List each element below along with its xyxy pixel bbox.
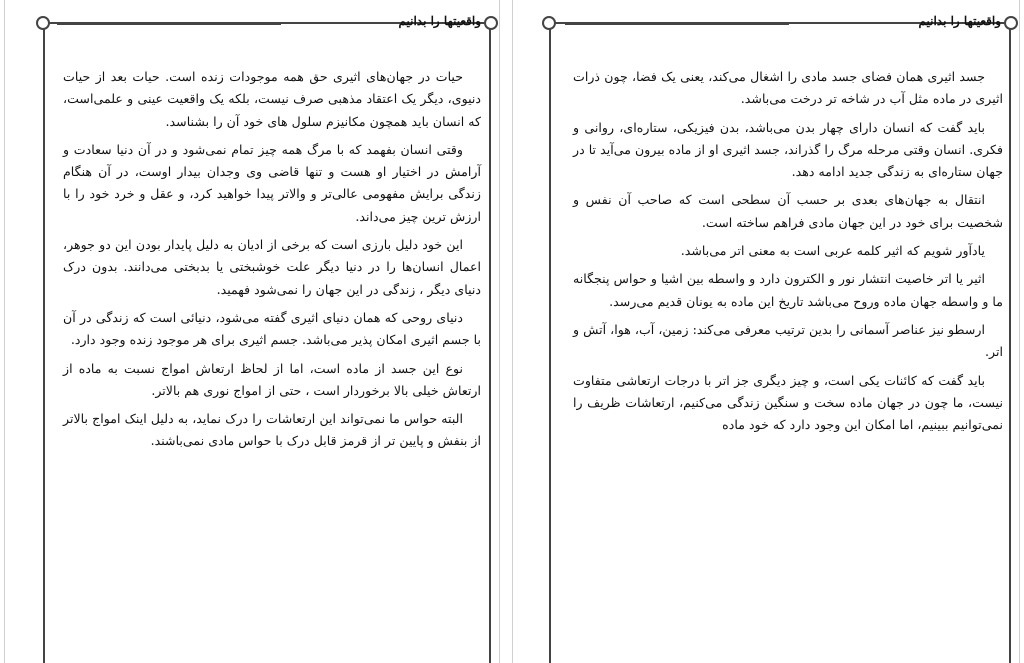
paragraph: باید گفت که انسان دارای چهار بدن می‌باشد، بدن فیزیکی، ستاره‌ای، روانی و فکری. انسان وقتی مرحله مرگ را گذراند، جسد اثیری او از ماده بیرون می‌آید تا در جهان ستاره‌ای به زندگی جدید ادامه دهد. (573, 119, 1003, 180)
page-header (565, 14, 1001, 34)
paragraph: انتقال به جهان‌های بعدی بر حسب آن سطحی است که صاحب آن نفس و شخصیت برای خود در این جهان مادی فراهم ساخته است. (573, 192, 1003, 230)
page-body (63, 66, 481, 459)
paragraph: دنیای روحی که همان دنیای اثیری گفته می‌شود، دنیائی است که زندگی در آن با جسم اثیری امکان پذیر می‌باشد. جسم اثیری برای هر موجود زنده وجود دارد. (63, 309, 481, 348)
running-title: واقعیتها را بدانیم (398, 14, 481, 28)
page-right (512, 0, 1020, 663)
paragraph: حیات در جهان‌های اثیری حق همه موجودات زنده است. حیات بعد از حیات دنیوی، دیگر یک اعتقاد مذهبی صرف نیست، بلکه یک واقعیت عینی و علمی‌است، که انسان باید همچون مکانیزم سلول های خود آن را بشناسد. (63, 69, 481, 129)
paragraph: وقتی انسان بفهمد که با مرگ همه چیز تمام نمی‌شود و در آن دنیا سعادت و آرامش در اختیار او هست و تنها قاضی وی وجدان بیدار اوست، در آن هنگام زندگی برایش مفهومی عالی‌تر و والاتر پیدا خواهید کرد، و عقل و خرد خود را با ارزش ترین چیز می‌داند. (63, 141, 481, 224)
paragraph: این خود دلیل بارزی است که برخی از ادیان به دلیل پایدار بودن این دو جوهر، اعمال انسان‌ها را در دنیا دیگر علت خوشبختی یا بدبختی می‌دانند. بدون درک دنیای دیگر ، زندگی در این جهان را نمی‌شود فهمید. (63, 237, 481, 297)
page-body (573, 66, 1003, 442)
paragraph: باید گفت که کائنات یکی است، و چیز دیگری جز اتر با درجات ارتعاشی متفاوت نیست، ما چون در جهان ماده سخت و سنگین زندگی می‌کنیم، ارتعاشات ظریف را نمی‌توانیم ببینیم، اما امکان این وجود دارد که خود ماده (573, 372, 1003, 433)
paragraph: اثیر یا اتر خاصیت انتشار نور و الکترون دارد و واسطه بین اشیا و حواس پنجگانه ما و واسطه جهان ماده وروح می‌باشد تاریخ این ماده به یونان قدیم می‌رسد. (573, 271, 1003, 309)
header-rule (565, 24, 789, 25)
running-title: واقعیتها را بدانیم (918, 14, 1001, 28)
paragraph: البته حواس ما نمی‌تواند این ارتعاشات را درک نماید، به دلیل اینک امواج بالاتر از بنفش و پایین تر از قرمز قابل درک با حواس مادی نمی‌باشند. (63, 411, 481, 449)
paragraph: ارسطو نیز عناصر آسمانی را بدین ترتیب معرفی می‌کند: زمین، آب، هوا، آتش و اتر. (573, 321, 1003, 360)
page-left (4, 0, 500, 663)
paragraph: جسد اثیری همان فضای جسد مادی را اشغال می‌کند، یعنی یک فضا، چون ذرات اثیری در ماده مثل آب در شاخه تر درخت می‌باشد. (573, 69, 1003, 107)
paragraph: یادآور شویم که اثیر کلمه عربی است به معنی اتر می‌باشد. (680, 243, 985, 259)
header-rule (57, 24, 281, 25)
page-header (57, 14, 481, 34)
paragraph: نوع این جسد از ماده است، اما از لحاظ ارتعاش امواج نسبت به ماده از ارتعاش خیلی بالا برخوردار است ، حتی از امواج نوری هم بالاتر. (63, 360, 481, 398)
